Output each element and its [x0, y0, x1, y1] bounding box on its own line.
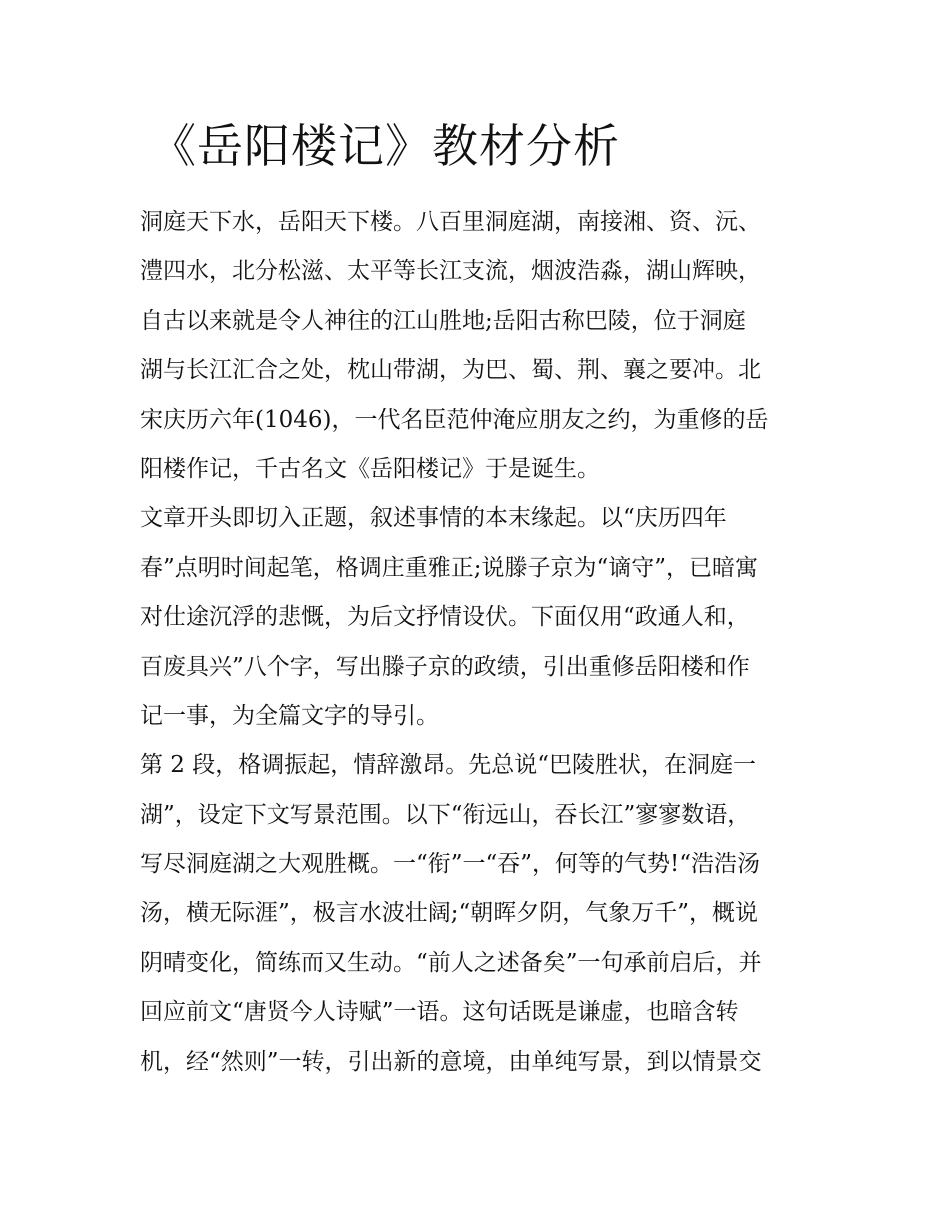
text-line: 湖与长江汇合之处，枕山带湖，为巴、蜀、荆、襄之要冲。北 — [140, 357, 761, 384]
text-line: 洞庭天下水，岳阳天下楼。八百里洞庭湖，南接湘、资、沅、 — [140, 209, 761, 235]
text-line: 自古以来就是令人神往的江山胜地;岳阳古称巴陵，位于洞庭 — [140, 307, 746, 334]
text-line: 宋庆历六年(1046)，一代名臣范仲淹应朋友之约，为重修的岳 — [140, 406, 769, 433]
text-line: 第 2 段，格调振起，情辞激昂。先总说“巴陵胜状，在洞庭一 — [140, 752, 757, 779]
text-line: 阴晴变化，简练而又生动。“前人之述备矣”一句承前启后，并 — [140, 949, 762, 976]
text-line: 春”点明时间起笔，格调庄重雅正;说滕子京为“谪守”，已暗寓 — [140, 554, 759, 581]
text-line: 百废具兴”八个字，写出滕子京的政绩，引出重修岳阳楼和作 — [140, 653, 750, 680]
text-line: 记一事，为全篇文字的导引。 — [140, 702, 439, 729]
text-line: 文章开头即切入正题，叙述事情的本末缘起。以“庆历四年 — [140, 505, 727, 532]
text-line: 写尽洞庭湖之大观胜概。一“衔”一“吞”，何等的气势!“浩浩汤 — [140, 851, 761, 878]
text-line: 阳楼作记，千古名文《岳阳楼记》于是诞生。 — [140, 455, 600, 482]
text-line: 对仕途沉浮的悲慨，为后文抒情设伏。下面仅用“政通人和， — [140, 604, 750, 631]
text-line: 湖”，设定下文写景范围。以下“衔远山，吞长江”寥寥数语， — [140, 801, 751, 828]
text-line: 澧四水，北分松滋、太平等长江支流，烟波浩淼，湖山辉映， — [140, 258, 761, 285]
text-line: 回应前文“唐贤今人诗赋”一语。这句话既是谦虚，也暗含转 — [140, 999, 739, 1026]
text-line: 机，经“然则”一转，引出新的意境，由单纯写景，到以情景交 — [140, 1048, 762, 1075]
text-line: 汤，横无际涯”，极言水波壮阔;“朝晖夕阴，气象万千”，概说 — [140, 900, 759, 927]
document-title: 《岳阳楼记》教材分析 — [150, 119, 620, 173]
document-body — [140, 198, 820, 1087]
